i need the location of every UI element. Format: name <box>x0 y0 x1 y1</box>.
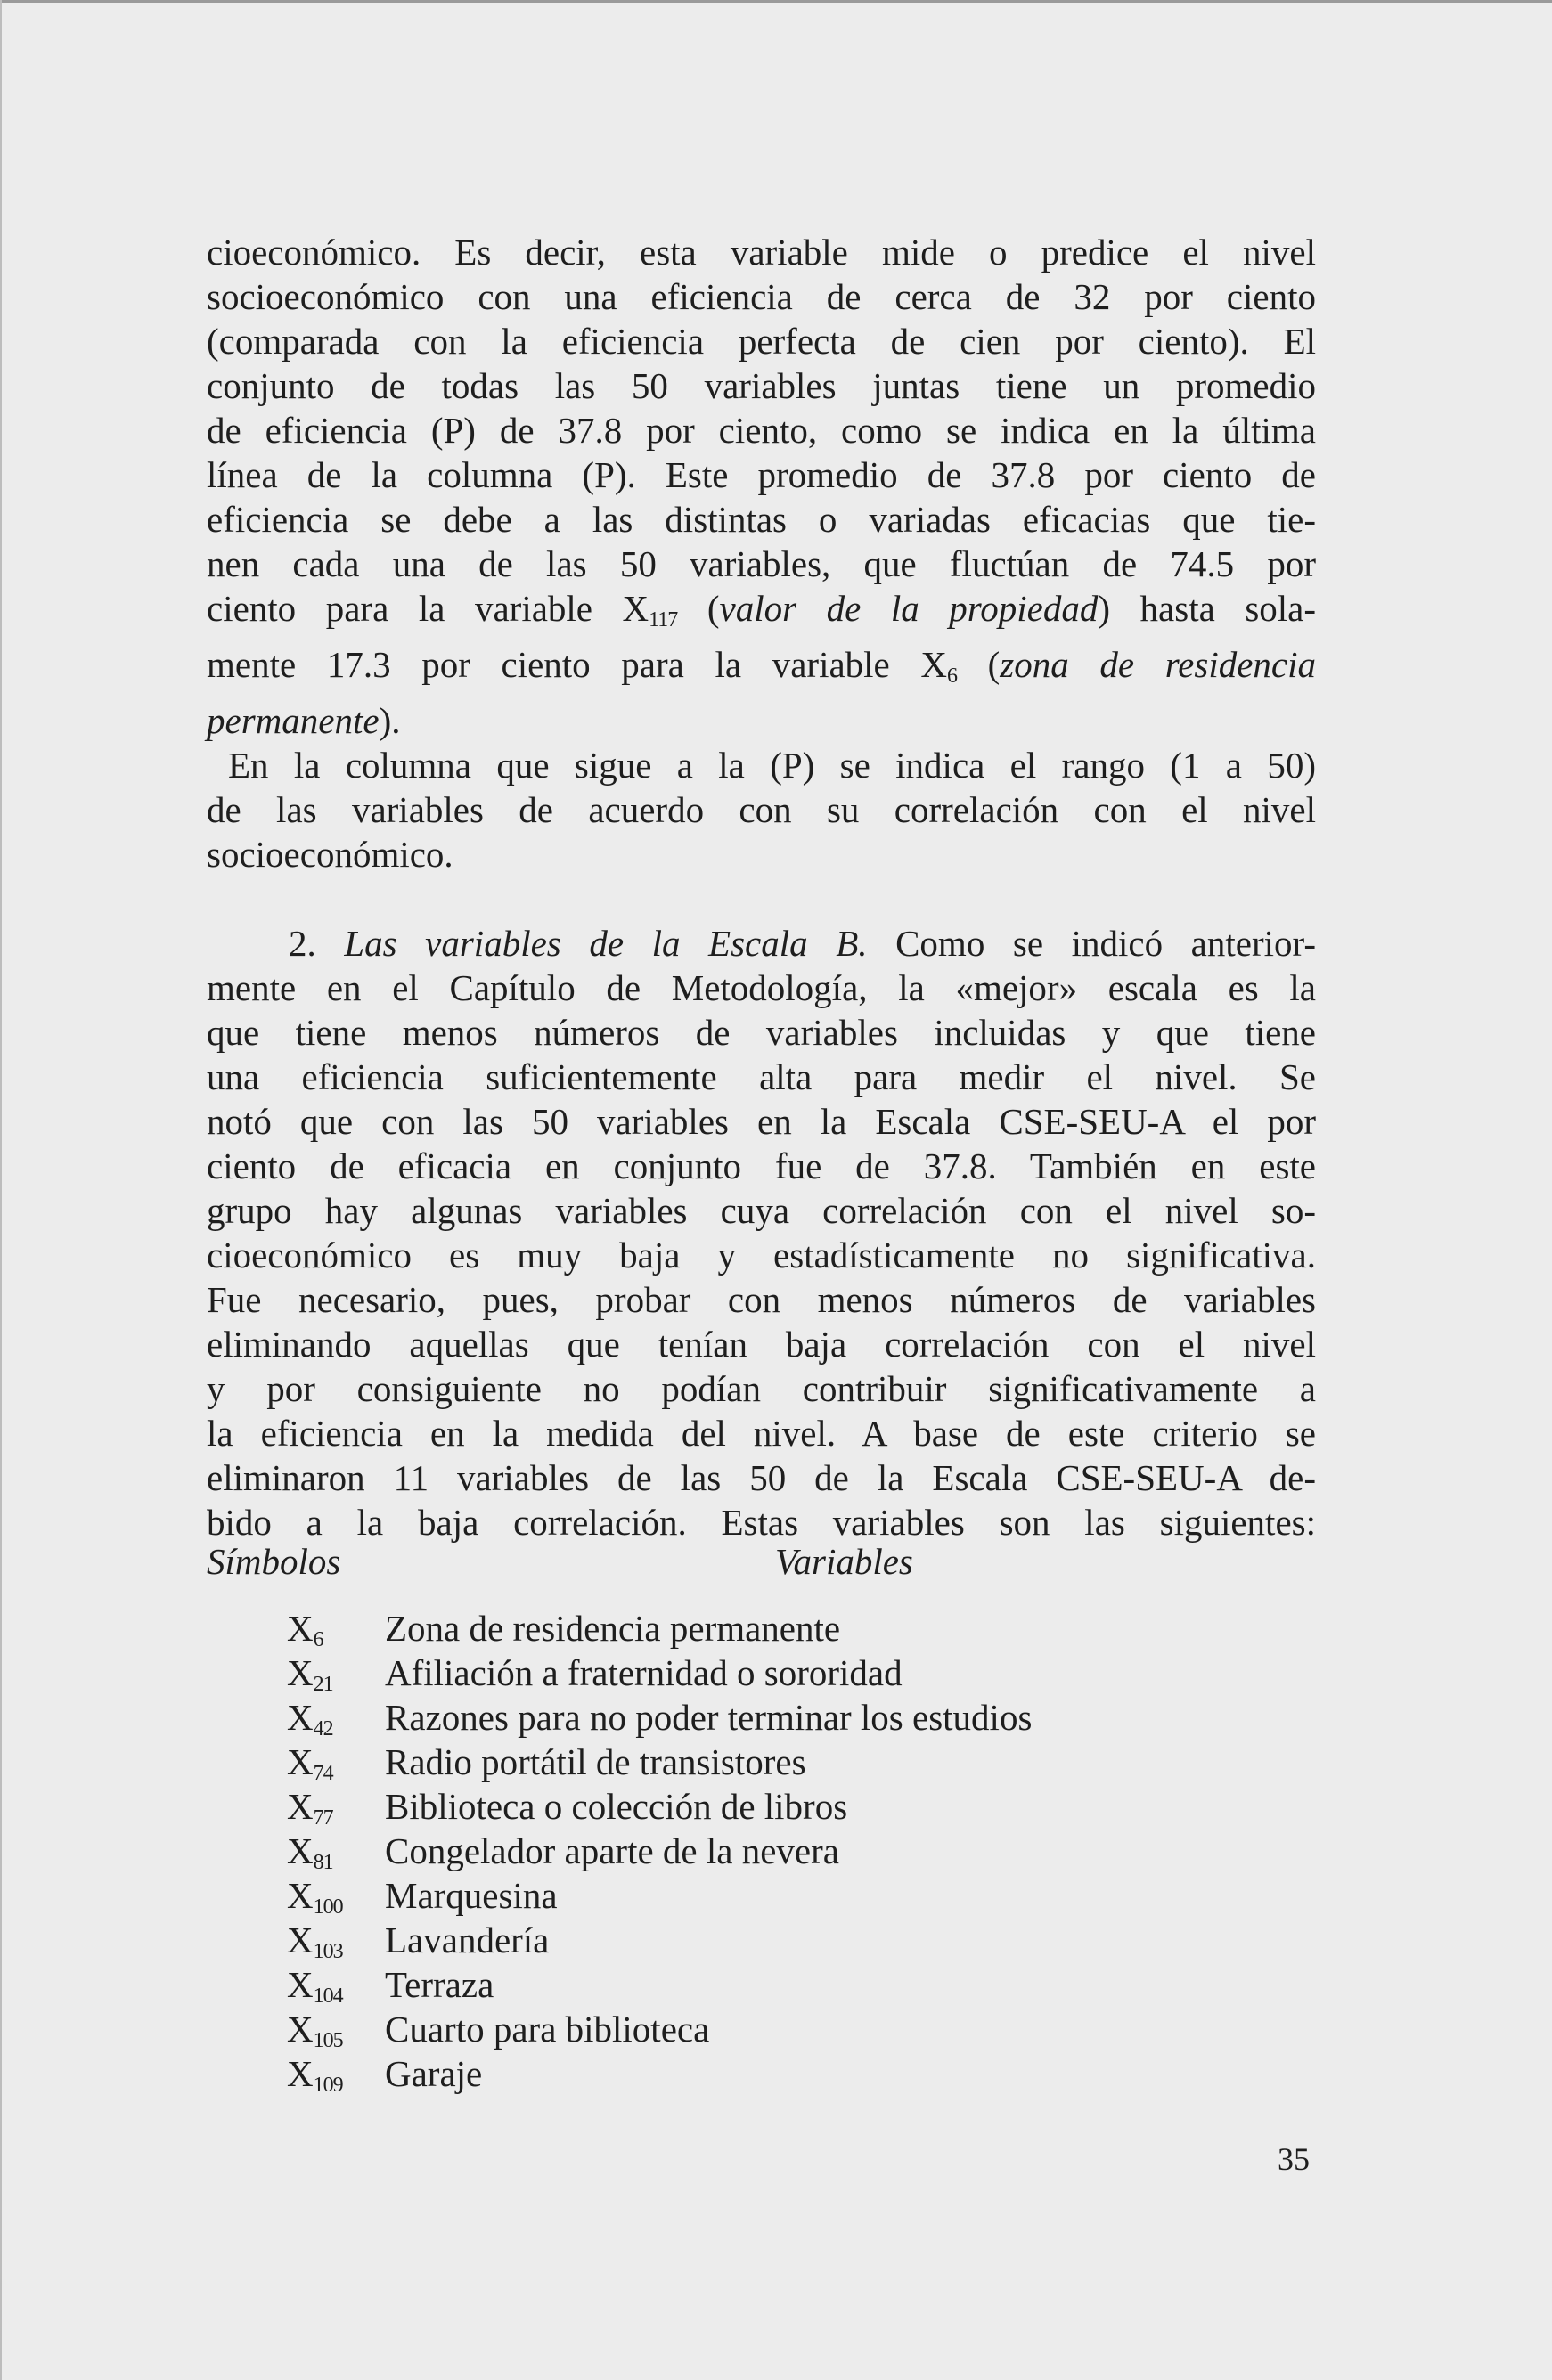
text-line: ciento de eficacia en conjunto fue de 37.8. También en este <box>207 1145 1316 1186</box>
variable-row <box>287 1829 1032 1873</box>
section-title: Las variables de la Escala B. <box>344 923 868 964</box>
variable-row <box>287 2051 1032 2096</box>
text-line: y por consiguiente no podían contribuir significativamente a <box>207 1368 1316 1409</box>
text-fragment: ( <box>957 644 1001 685</box>
symbol-letter: X <box>287 1964 314 2005</box>
symbol-subscript: 105 <box>313 2029 343 2052</box>
text-line: En la columna que sigue a la (P) se indica el rango (1 a 50) <box>228 745 1316 786</box>
text-line: mente en el Capítulo de Metodología, la «mejor» escala es la <box>207 967 1316 1008</box>
text-line: nen cada una de las 50 variables, que fluctúan de 74.5 por <box>207 543 1316 584</box>
variable-row <box>287 1740 1032 1784</box>
subscript: 117 <box>649 608 678 632</box>
text-line: socioeconómico con una eficiencia de cerca de 32 por ciento <box>207 276 1316 317</box>
page-number: 35 <box>1278 2141 1310 2177</box>
variable-name: Razones para no poder terminar los estudios <box>385 1697 1033 1738</box>
page-top-edge <box>2 0 1552 3</box>
text-fragment: ) hasta sola- <box>1098 588 1317 629</box>
variable-name: Congelador aparte de la nevera <box>385 1830 839 1871</box>
text-line: cioeconómico. Es decir, esta variable mide o predice el nivel <box>207 232 1316 273</box>
symbol-subscript: 100 <box>313 1895 343 1919</box>
symbol-letter: X <box>287 2053 314 2094</box>
text-fragment: ( <box>677 588 720 629</box>
text-line <box>207 698 1316 743</box>
variable-symbol <box>287 1918 385 1962</box>
text-line <box>207 586 1316 642</box>
variable-row <box>287 1651 1032 1695</box>
symbol-letter: X <box>287 1830 314 1871</box>
text-line: conjunto de todas las 50 variables juntas tiene un promedio <box>207 365 1316 406</box>
paragraph-efficiency <box>207 230 1316 743</box>
text-line: una eficiencia suficientemente alta para medir el nivel. Se <box>207 1056 1316 1097</box>
text-line: de eficiencia (P) de 37.8 por ciento, como se indica en la última <box>207 410 1316 451</box>
text-line: eficiencia se debe a las distintas o variadas eficacias que tie- <box>207 499 1316 540</box>
variable-name: Biblioteca o colección de libros <box>385 1786 848 1827</box>
italic-term: permanente <box>207 700 380 741</box>
variable-name: Terraza <box>385 1964 494 2005</box>
symbol-letter: X <box>287 1652 314 1693</box>
variable-row <box>287 1962 1032 2007</box>
text-line <box>207 921 1316 966</box>
variable-row <box>287 1606 1032 1651</box>
body-text <box>207 230 1316 1545</box>
section-number: 2. <box>289 923 345 964</box>
variable-symbol <box>287 2007 385 2051</box>
symbol-letter: X <box>287 1786 314 1827</box>
paragraph-gap <box>207 876 1316 921</box>
symbol-subscript: 21 <box>313 1673 333 1696</box>
column-header-variables: Variables <box>775 1541 913 1582</box>
symbol-subscript: 81 <box>313 1851 333 1874</box>
eliminated-variables-list <box>287 1606 1032 2096</box>
italic-term: zona de residencia <box>1000 644 1316 685</box>
text-line: (comparada con la eficiencia perfecta de cien por ciento). El <box>207 321 1316 362</box>
variable-symbol <box>287 1606 385 1651</box>
text-line: grupo hay algunas variables cuya correlación con el nivel so- <box>207 1190 1316 1231</box>
text-line: eliminaron 11 variables de las 50 de la Escala CSE-SEU-A de- <box>207 1457 1316 1498</box>
paragraph-scale-b <box>207 921 1316 1545</box>
text-line: notó que con las 50 variables en la Escala CSE-SEU-A el por <box>207 1101 1316 1142</box>
symbol-letter: X <box>287 2009 314 2050</box>
symbol-letter: X <box>287 1697 314 1738</box>
variable-row <box>287 2007 1032 2051</box>
variable-symbol <box>287 1829 385 1873</box>
text-fragment: ). <box>379 700 401 741</box>
variable-symbol <box>287 1695 385 1740</box>
symbol-letter: X <box>287 1741 314 1782</box>
symbol-subscript: 74 <box>313 1762 333 1785</box>
text-line: eliminando aquellas que tenían baja correlación con el nivel <box>207 1324 1316 1365</box>
variable-name: Lavandería <box>385 1919 550 1960</box>
symbol-letter: X <box>287 1608 314 1649</box>
text-fragment: mente 17.3 por ciento para la variable X <box>207 644 947 685</box>
symbol-subscript: 77 <box>313 1806 333 1830</box>
symbol-letter: X <box>287 1919 314 1960</box>
paragraph-rank-column <box>207 743 1316 876</box>
variable-symbol <box>287 2051 385 2096</box>
symbol-subscript: 42 <box>313 1717 333 1740</box>
symbol-letter: X <box>287 1875 314 1916</box>
text-line <box>207 642 1316 698</box>
variable-name: Afiliación a fraternidad o sororidad <box>385 1652 903 1693</box>
symbol-subscript: 104 <box>313 1985 343 2008</box>
variable-symbol <box>287 1651 385 1695</box>
column-header-symbols: Símbolos <box>207 1541 341 1582</box>
variable-row <box>287 1695 1032 1740</box>
symbol-subscript: 6 <box>313 1628 323 1651</box>
text-line: la eficiencia en la medida del nivel. A base de este criterio se <box>207 1413 1316 1454</box>
variable-symbol <box>287 1784 385 1829</box>
variable-name: Radio portátil de transistores <box>385 1741 806 1782</box>
text-line: línea de la columna (P). Este promedio de 37.8 por ciento de <box>207 454 1316 495</box>
variable-name: Marquesina <box>385 1875 558 1916</box>
variable-symbol <box>287 1740 385 1784</box>
text-line: Fue necesario, pues, probar con menos números de variables <box>207 1279 1316 1320</box>
subscript: 6 <box>947 664 957 688</box>
variable-name: Garaje <box>385 2053 483 2094</box>
variable-row <box>287 1784 1032 1829</box>
italic-term: valor de la propiedad <box>719 588 1099 629</box>
text-line: bido a la baja correlación. Estas variables son las siguientes: <box>207 1502 1316 1543</box>
text-line: que tiene menos números de variables incluidas y que tiene <box>207 1012 1316 1053</box>
variable-name: Zona de residencia permanente <box>385 1608 841 1649</box>
variable-symbol <box>287 1873 385 1918</box>
symbol-subscript: 109 <box>313 2074 343 2097</box>
variable-row <box>287 1873 1032 1918</box>
variable-name: Cuarto para biblioteca <box>385 2009 710 2050</box>
text-fragment: ciento para la variable X <box>207 588 649 629</box>
text-line: socioeconómico. <box>207 834 453 875</box>
text-line: cioeconómico es muy baja y estadísticamente no significativa. <box>207 1235 1316 1276</box>
variable-row <box>287 1918 1032 1962</box>
text-line: de las variables de acuerdo con su correlación con el nivel <box>207 789 1316 830</box>
symbol-subscript: 103 <box>313 1940 343 1963</box>
variable-symbol <box>287 1962 385 2007</box>
text-fragment: Como se indicó anterior- <box>867 923 1316 964</box>
